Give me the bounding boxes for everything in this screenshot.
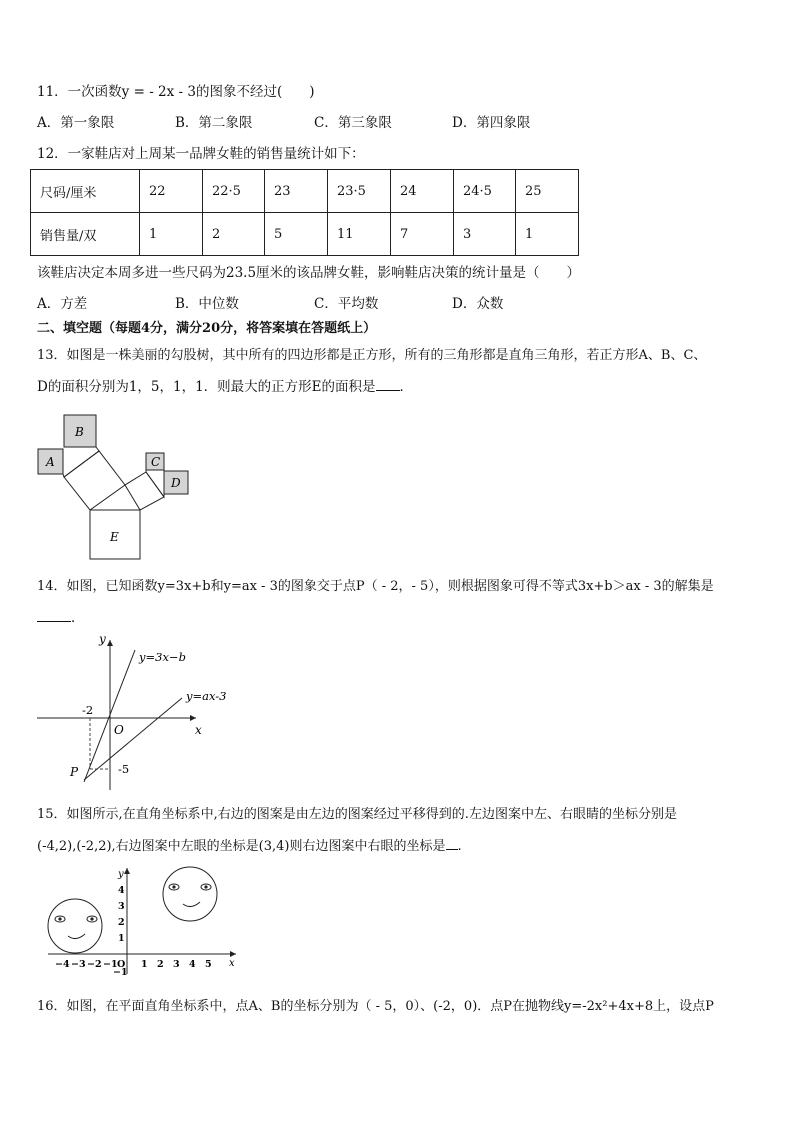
y-tick: 2 xyxy=(118,917,125,928)
table-cell: 3 xyxy=(454,213,516,256)
y-axis-arrow xyxy=(124,868,130,874)
x-tick: O xyxy=(117,959,126,970)
q11-stem: 11．一次函数y = - 2x - 3的图象不经过( ) xyxy=(37,84,315,100)
right-face xyxy=(163,867,217,921)
x-mark-label: -2 xyxy=(82,703,94,717)
face-outline xyxy=(48,899,102,953)
line1-label: y=3x−b xyxy=(139,650,186,664)
q11-option-d: D．第四象限 xyxy=(452,115,531,131)
table-cell: 24·5 xyxy=(454,170,516,213)
point-p-label: P xyxy=(70,765,79,779)
q15-line2-text: (-4,2),(-2,2),右边图案中左眼的坐标是(3,4)则右边图案中右眼的坐标是 xyxy=(37,839,446,854)
y-mark-label: -5 xyxy=(118,762,130,776)
x-tick: −1 xyxy=(103,959,118,970)
q12-option-a: A．方差 xyxy=(37,296,88,312)
right-pupil xyxy=(90,917,93,920)
table-cell: 22 xyxy=(140,170,203,213)
q13-line1: 13．如图是一株美丽的勾股树，其中所有的四边形都是正方形，所有的三角形都是直角三角形，若正方形A、B、C、 xyxy=(37,348,707,363)
label-e: E xyxy=(110,530,119,544)
q12-question: 该鞋店决定本周多进一些尺码为23.5厘米的该品牌女鞋，影响鞋店决策的统计量是（ ） xyxy=(37,265,581,281)
origin-label: O xyxy=(114,723,124,737)
q15-line2-end: . xyxy=(457,839,462,854)
q16-line1: 16．如图，在平面直角坐标系中，点A、B的坐标分别为（ - 5，0）、(-2，0)．点P在抛物线y=-2x²+4x+8上，设点P xyxy=(37,999,714,1014)
x-tick: 5 xyxy=(205,959,212,970)
table-cell: 11 xyxy=(328,213,391,256)
x-tick: 1 xyxy=(141,959,148,970)
q14-line2-end: ． xyxy=(71,610,85,626)
table-cell: 1 xyxy=(516,213,579,256)
table-cell: 尺码/厘米 xyxy=(31,170,140,213)
x-axis-label: x xyxy=(195,723,202,737)
x-tick: −3 xyxy=(71,959,86,970)
table-cell: 2 xyxy=(203,213,265,256)
y-axis-label: y xyxy=(118,869,124,880)
y-tick: −1 xyxy=(113,967,128,978)
x-tick-labels xyxy=(55,959,212,970)
x-axis-arrow xyxy=(230,951,236,957)
q14-line1: 14．如图，已知函数y=3x+b和y=ax - 3的图象交于点P（ - 2，- 5），则根据图象可得不等式3x+b＞ax - 3的解集是 xyxy=(37,579,714,594)
x-axis-label: x xyxy=(229,958,235,969)
table-cell: 23 xyxy=(265,170,328,213)
x-tick: 2 xyxy=(157,959,164,970)
q15-line1: 15．如图所示,在直角坐标系中,右边的图案是由左边的图案经过平移得到的.左边图案中左、右眼睛的坐标分别是 xyxy=(37,807,677,822)
q13-line2-end: ． xyxy=(399,379,414,395)
table-cell: 1 xyxy=(140,213,203,256)
q11-option-c: C．第三象限 xyxy=(314,115,392,131)
y-axis-label: y xyxy=(99,632,106,646)
table-cell: 销售量/双 xyxy=(31,213,140,256)
section-heading: 二、填空题（每题4分，满分20分，将答案填在答题纸上） xyxy=(37,321,377,336)
x-tick: 4 xyxy=(189,959,196,970)
q12-option-d: D．众数 xyxy=(452,296,504,312)
q11-option-a: A．第一象限 xyxy=(37,115,115,131)
label-a: A xyxy=(46,455,55,469)
x-tick: −4 xyxy=(55,959,70,970)
x-tick: 3 xyxy=(173,959,180,970)
table-cell: 7 xyxy=(391,213,454,256)
left-face xyxy=(48,899,102,953)
table-cell: 24 xyxy=(391,170,454,213)
left-pupil xyxy=(172,885,175,888)
q12-stem: 12．一家鞋店对上周某一品牌女鞋的销售量统计如下： xyxy=(37,146,365,162)
q13-line2-text: D的面积分别为1，5，1，1．则最大的正方形E的面积是 xyxy=(37,379,376,395)
table-cell: 25 xyxy=(516,170,579,213)
table-cell: 22·5 xyxy=(203,170,265,213)
line2-label: y=ax-3 xyxy=(186,689,227,703)
q12-option-b: B．中位数 xyxy=(175,296,239,312)
table-cell: 23·5 xyxy=(328,170,391,213)
face-outline xyxy=(163,867,217,921)
y-tick: 4 xyxy=(118,885,125,896)
x-tick: −2 xyxy=(87,959,102,970)
label-d: D xyxy=(171,476,181,490)
right-pupil xyxy=(204,885,207,888)
left-pupil xyxy=(58,917,61,920)
label-b: B xyxy=(75,425,84,439)
y-tick: 3 xyxy=(118,901,125,912)
table-cell: 5 xyxy=(265,213,328,256)
y-tick: 1 xyxy=(118,933,125,944)
q12-option-c: C．平均数 xyxy=(314,296,379,312)
q11-option-b: B．第二象限 xyxy=(175,115,253,131)
label-c: C xyxy=(151,455,161,469)
